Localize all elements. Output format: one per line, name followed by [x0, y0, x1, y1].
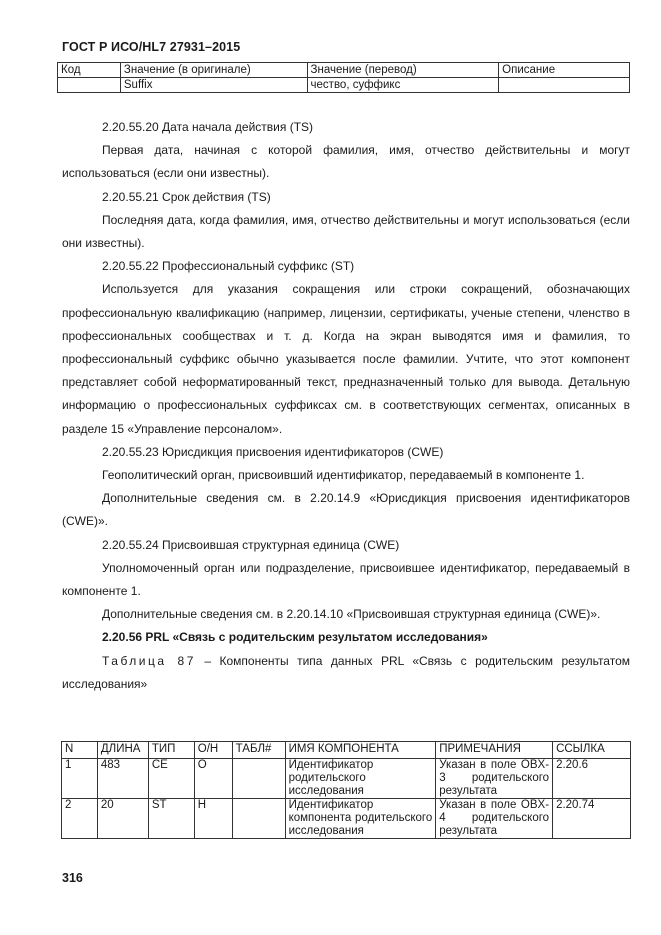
- paragraph: Дополнительные сведения см. в 2.20.14.9 «Юрисдикция присвоения идентификаторов (CWE)».: [62, 491, 630, 529]
- table-cell: [232, 799, 285, 839]
- table-cell: чество, суффикс: [307, 78, 499, 93]
- column-header: N: [62, 742, 98, 759]
- document-header: ГОСТ Р ИСО/HL7 27931–2015: [62, 40, 241, 54]
- column-header: Описание: [499, 63, 630, 78]
- table-cell: Suffix: [120, 78, 307, 93]
- paragraph: Первая дата, начиная с которой фамилия, имя, отчество действительны и могут использоваться (если они известны).: [62, 143, 630, 181]
- section-heading: 2.20.55.22 Профессиональный суффикс (ST): [102, 259, 355, 274]
- table-row: [58, 78, 630, 93]
- column-header: Код: [58, 63, 121, 78]
- table-cell: 1: [62, 759, 98, 799]
- paragraph: Дополнительные сведения см. в 2.20.14.10 «Присвоившая структурная единица (CWE)».: [102, 607, 601, 622]
- table-cell: CE: [148, 759, 194, 799]
- column-header: ИМЯ КОМПОНЕНТА: [285, 742, 436, 759]
- column-header: Значение (перевод): [307, 63, 499, 78]
- table-cell: 2: [62, 799, 98, 839]
- section-heading: 2.20.55.23 Юрисдикция присвоения идентификаторов (CWE): [102, 444, 444, 459]
- table-header-row: [62, 742, 631, 759]
- table-header-row: [58, 63, 630, 78]
- table-row: [62, 759, 631, 799]
- section-heading: 2.20.55.20 Дата начала действия (TS): [102, 120, 314, 134]
- table-cell: Указан в поле OBX-3 родительского результата: [436, 759, 553, 799]
- column-header: О/Н: [194, 742, 232, 759]
- table-cell: 2.20.74: [553, 799, 631, 839]
- table-caption: [62, 650, 630, 696]
- section-heading-bold: 2.20.56 PRL «Связь с родительским результатом исследования»: [102, 630, 488, 645]
- paragraph: Уполномоченный орган или подразделение, присвоившее идентификатор, передаваемый в компоненте 1.: [62, 560, 630, 599]
- body-text: [62, 116, 630, 696]
- continued-table: [57, 62, 630, 93]
- table-cell: 483: [97, 759, 148, 799]
- table-caption-label: Таблица 87: [102, 653, 196, 668]
- table-cell: ST: [148, 799, 194, 839]
- table-cell: 2.20.6: [553, 759, 631, 799]
- section-heading: 2.20.55.21 Срок действия (TS): [102, 189, 271, 204]
- section-heading: 2.20.55.24 Присвоившая структурная единица (CWE): [102, 537, 400, 552]
- table-cell: О: [194, 759, 232, 799]
- table-cell: [58, 78, 121, 93]
- table-row: [62, 799, 631, 839]
- table-cell: [499, 78, 630, 93]
- column-header: ТИП: [148, 742, 194, 759]
- paragraph: Геополитический орган, присвоивший идентификатор, передаваемый в компоненте 1.: [102, 468, 585, 483]
- table-caption-text: – Компоненты типа данных PRL «Связь с родительским результатом исследования»: [62, 653, 630, 691]
- column-header: Значение (в оригинале): [120, 63, 307, 78]
- page-number: 316: [62, 871, 83, 885]
- table-cell: Н: [194, 799, 232, 839]
- table-cell: Идентификатор родительского исследования: [285, 759, 436, 799]
- table-cell: Идентификатор компонента родительского исследования: [285, 799, 436, 839]
- column-header: ДЛИНА: [97, 742, 148, 759]
- column-header: ССЫЛКА: [553, 742, 631, 759]
- table-cell: Указан в поле OBX-4 родительского результата: [436, 799, 553, 839]
- paragraph: Используется для указания сокращения или строки сокращений, обозначающих профессиональную квалификацию (например, лицензии, сертификаты, ученые степени, членство в профессиональных сообществах и т. д. Когда на экран выводятся имя и фамилия, то профессиональный суффикс обычно указывается после фамилии. Учтите, что этот компонент представляет собой неформатированный текст, предназначенный только для вывода. Детальную информацию о профессиональных суффиксах см. в соответствующих сегментах, описанных в разделе 15 «Управление персоналом».: [62, 282, 630, 436]
- column-header: ПРИМЕЧАНИЯ: [436, 742, 553, 759]
- prl-components-table: [61, 741, 631, 839]
- column-header: ТАБЛ#: [232, 742, 285, 759]
- table-cell: [232, 759, 285, 799]
- table-cell: 20: [97, 799, 148, 839]
- paragraph: Последняя дата, когда фамилия, имя, отчество действительны и могут использоваться (если они известны).: [62, 212, 630, 251]
